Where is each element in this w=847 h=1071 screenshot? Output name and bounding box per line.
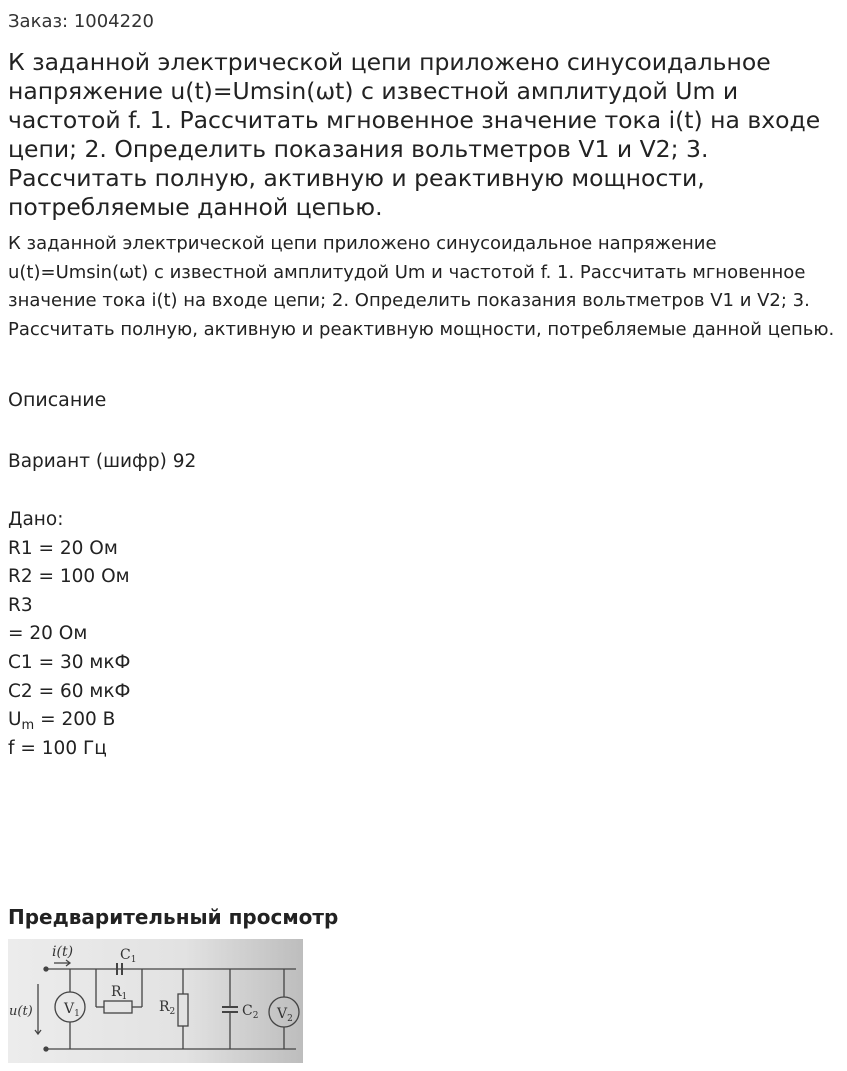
label-r1: $R_1$ (111, 984, 128, 1002)
label-v2: $V_2$ (277, 1006, 293, 1024)
circuit-diagram (8, 939, 303, 1063)
task-description: К заданной электрической цепи приложено синусоидальное напряжение u(t)=Umsin(ωt) с известной амплитудой Um и частотой f. 1. Рассчитать мгновенное значение тока i(t) на входе цепи; 2. Определить показания вольтметров V1 и V2; 3. Рассчитать полную, активную и реактивную мощности, потребляемые данной цепью. (8, 233, 835, 341)
given-block (8, 506, 130, 763)
preview-heading: Предварительный просмотр (8, 905, 339, 929)
um-symbol: U (8, 709, 22, 731)
given-f: f = 100 Гц (8, 737, 107, 759)
given-um (8, 706, 130, 735)
label-r2: $R_2$ (159, 999, 176, 1017)
given-heading: Дано: (8, 509, 64, 530)
label-v1: $V_1$ (64, 1001, 80, 1019)
um-value: = 200 В (34, 709, 116, 731)
um-subscript: m (21, 718, 35, 734)
given-r1: R1 = 20 Ом (8, 537, 118, 559)
description-section-label: Описание (8, 389, 107, 411)
page-title: К заданной электрической цепи приложено синусоидальное напряжение u(t)=Umsin(ωt) с известной амплитудой Um и частотой f. 1. Рассчитать мгновенное значение тока i(t) на входе цепи; 2. Определить показания вольтметров V1 и V2; 3. Рассчитать полную, активную и реактивную мощности, потребляемые данной цепью. (8, 48, 821, 221)
given-r3-value: = 20 Ом (8, 623, 88, 645)
variant-line: Вариант (шифр) 92 (8, 451, 197, 472)
circuit-preview-image[interactable] (8, 939, 303, 1063)
label-voltage: u(t) (9, 1004, 33, 1019)
label-c2: $C_2$ (242, 1003, 259, 1021)
order-number: Заказ: 1004220 (8, 11, 154, 32)
label-c1: $C_1$ (120, 947, 137, 965)
given-r2: R2 = 100 Ом (8, 566, 130, 588)
given-r3-name: R3 (8, 594, 33, 616)
given-c2: C2 = 60 мкФ (8, 680, 131, 702)
label-current: i(t) (52, 944, 74, 960)
given-c1: C1 = 30 мкФ (8, 651, 131, 673)
